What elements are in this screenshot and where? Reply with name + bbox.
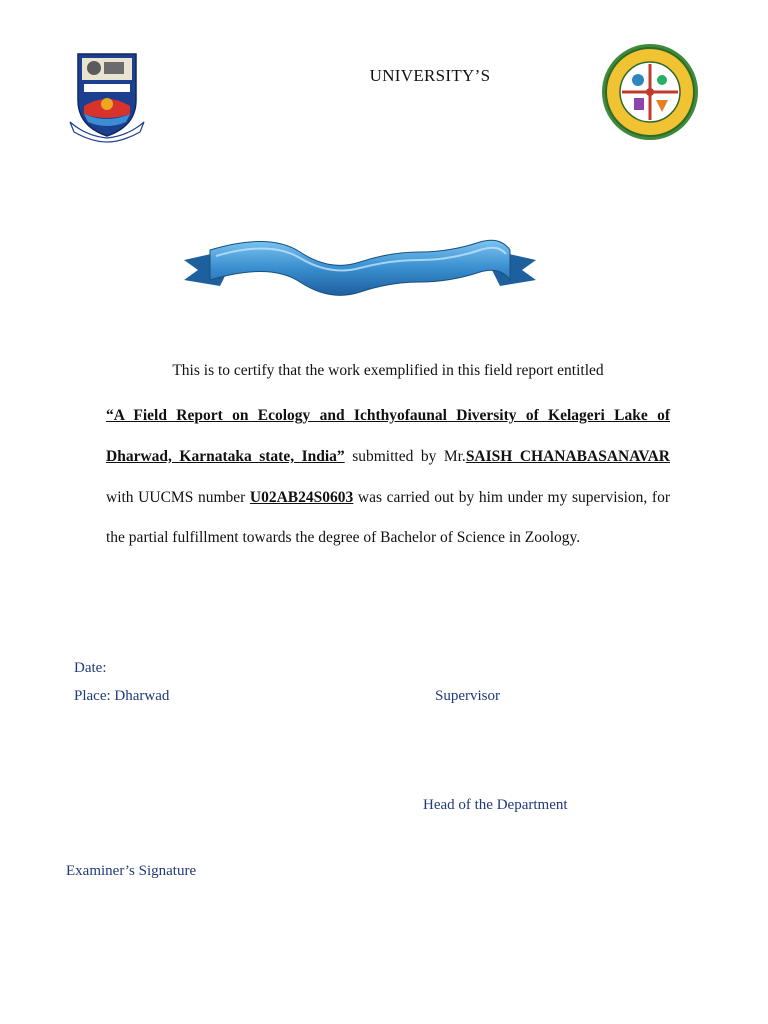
supervisor-label: Supervisor: [435, 688, 500, 704]
uucms-number: U02AB24S0603: [249, 488, 354, 506]
hod-label: Head of the Department: [423, 797, 568, 813]
college-seal-icon: [598, 42, 702, 142]
examiner-signature-label: Examiner’s Signature: [66, 863, 197, 879]
page-title: UNIVERSITY’S: [369, 66, 491, 85]
university-crest-icon: [66, 48, 148, 144]
report-title: “A Field Report on Ecology and Ichthyofaunal Diversity of Kelageri Lake of Dharwad, Karnataka state, India”: [106, 407, 670, 465]
place-label: Place: Dharwad: [74, 688, 170, 704]
uucms-text: with UUCMS number: [106, 488, 250, 506]
certificate-body-rest: was carried out by him under my supervision, for the partial fulfillment towards the degree of Bachelor of Science in Zoology.: [106, 488, 670, 547]
certificate-intro: This is to certify that the work exemplified in this field report entitled: [172, 362, 604, 379]
blue-ribbon-banner-icon: [180, 232, 540, 302]
student-name: SAISH CHANABASANAVAR: [465, 447, 670, 465]
date-label: Date:: [74, 660, 107, 676]
submitted-by-text: submitted by Mr.: [344, 447, 466, 465]
certificate-body: [106, 396, 670, 559]
